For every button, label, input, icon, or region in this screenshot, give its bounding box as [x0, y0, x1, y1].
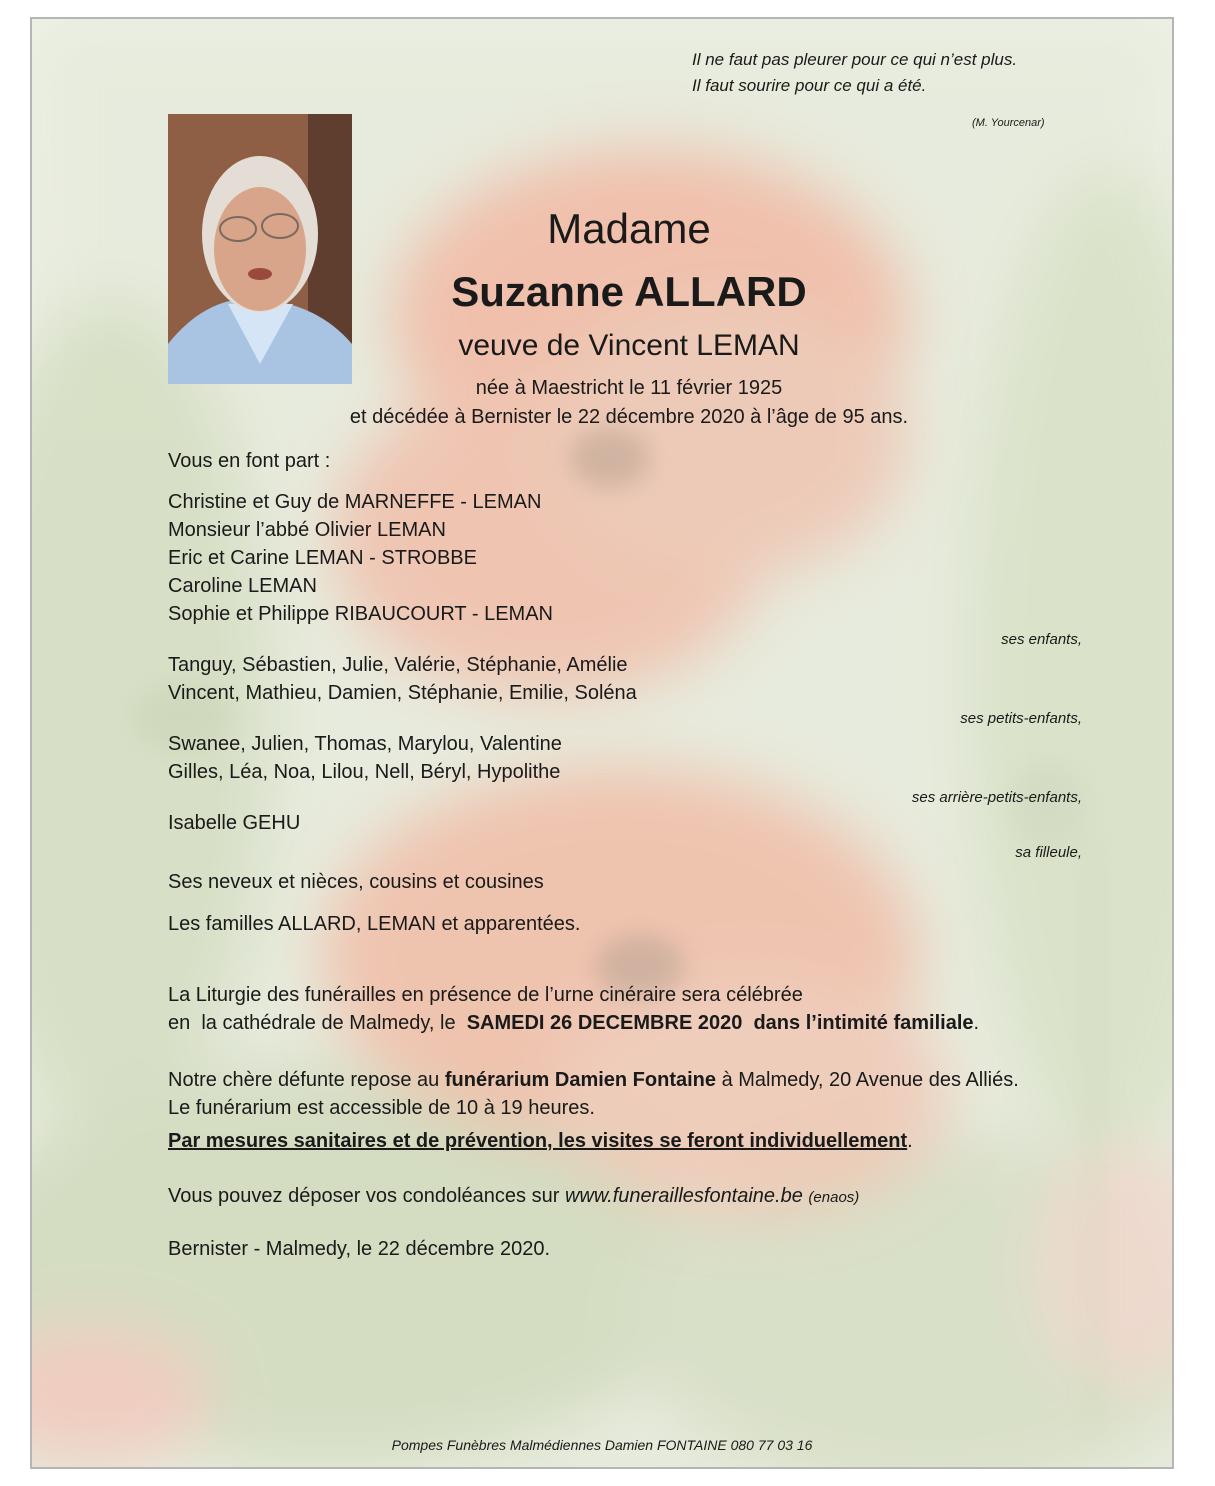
death-info: et décédée à Bernister le 22 décembre 2020 à l’âge de 95 ans. [349, 406, 909, 428]
children-role: ses enfants, [1001, 631, 1082, 648]
child-4: Caroline LEMAN [168, 575, 317, 597]
funerarium-name: funérarium Damien Fontaine [444, 1069, 717, 1091]
child-3: Eric et Carine LEMAN - STROBBE [168, 547, 477, 569]
grandchildren-role: ses petits-enfants, [960, 710, 1082, 727]
condolences-tag: (enaos) [808, 1189, 860, 1206]
liturgy-location: en la cathédrale de Malmedy, le [168, 1012, 467, 1034]
liturgy-privacy: dans l’intimité familiale [753, 1012, 974, 1034]
relatives-line: Ses neveux et nièces, cousins et cousines [168, 871, 544, 893]
liturgy-date: SAMEDI 26 DECEMBRE 2020 [466, 1012, 743, 1034]
deceased-name: Suzanne ALLARD [451, 268, 807, 315]
sanitary-end: . [907, 1130, 913, 1152]
visiting-hours: Le funérarium est accessible de 10 à 19 heures. [168, 1097, 595, 1119]
sanitary-text: Par mesures sanitaires et de prévention, les visites se feront individuellement [168, 1130, 908, 1152]
liturgy-line-2 [168, 1009, 979, 1037]
child-1: Christine et Guy de MARNEFFE - LEMAN [168, 491, 542, 513]
sanitary-notice [168, 1127, 913, 1155]
condolences-url[interactable]: www.funeraillesfontaine.be [564, 1185, 803, 1207]
goddaughter-role: sa filleule, [1015, 844, 1082, 861]
great-grandchildren-line-1: Swanee, Julien, Thomas, Marylou, Valentine [168, 733, 562, 755]
liturgy-line-1: La Liturgie des funérailles en présence de l’urne cinéraire sera célébrée [168, 984, 803, 1006]
child-2: Monsieur l’abbé Olivier LEMAN [168, 519, 446, 541]
rest-line [168, 1066, 1019, 1094]
great-grandchildren-line-2: Gilles, Léa, Noa, Lilou, Nell, Béryl, Hypolithe [168, 761, 561, 783]
goddaughter-name: Isabelle GEHU [168, 812, 301, 834]
condolences-line [168, 1182, 859, 1212]
quote-line-1: Il ne faut pas pleurer pour ce qui n’est plus. [692, 50, 1018, 69]
families-line: Les familles ALLARD, LEMAN et apparentées. [168, 913, 581, 935]
grandchildren-line-2: Vincent, Mathieu, Damien, Stéphanie, Emilie, Soléna [168, 682, 637, 704]
condolences-prefix: Vous pouvez déposer vos condoléances sur [168, 1185, 565, 1207]
widow-of: veuve de Vincent LEMAN [458, 329, 800, 362]
great-grandchildren-role: ses arrière-petits-enfants, [911, 789, 1082, 806]
quote-line-2: Il faut sourire pour ce qui a été. [692, 76, 927, 95]
place-date: Bernister - Malmedy, le 22 décembre 2020. [168, 1238, 551, 1260]
child-5: Sophie et Philippe RIBAUCOURT - LEMAN [168, 603, 553, 625]
rest-suffix: à Malmedy, 20 Avenue des Alliés. [716, 1069, 1019, 1091]
grandchildren-line-1: Tanguy, Sébastien, Julie, Valérie, Stéphanie, Amélie [168, 654, 628, 676]
liturgy-end: . [973, 1012, 980, 1034]
quote-author: (M. Yourcenar) [972, 117, 1045, 129]
birth-info: née à Maestricht le 11 février 1925 [475, 377, 783, 399]
rest-prefix: Notre chère défunte repose au [168, 1069, 445, 1091]
deceased-title: Madame [547, 205, 711, 252]
intro-text: Vous en font part : [168, 450, 331, 472]
obituary-card [30, 17, 1174, 1469]
footer-funeral-home: Pompes Funèbres Malmédiennes Damien FONTAINE 080 77 03 16 [391, 1437, 813, 1453]
